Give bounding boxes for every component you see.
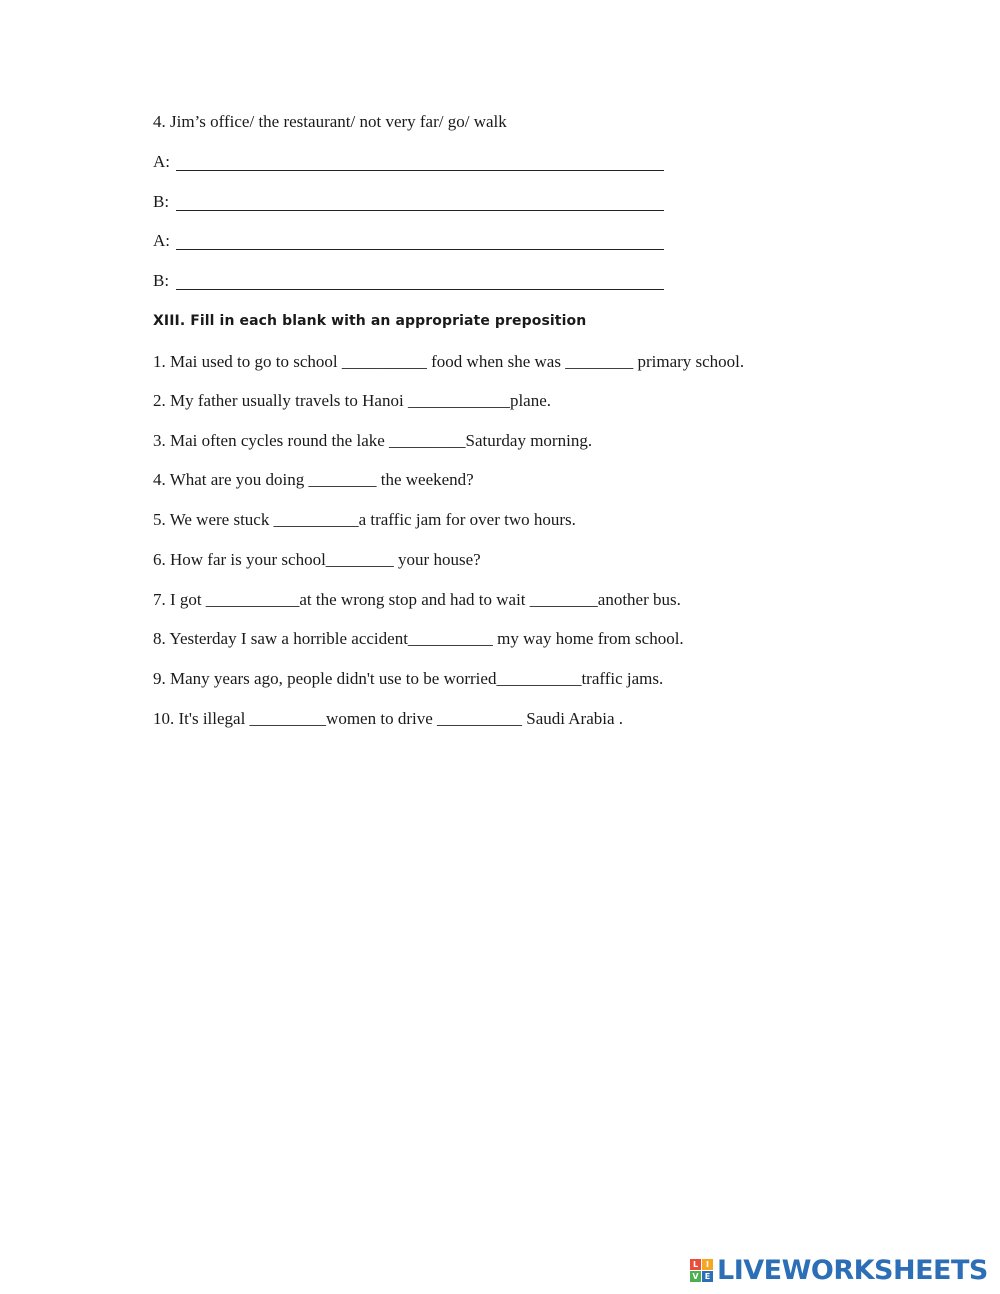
exercise-item: 4. What are you doing ________ the weekend?	[153, 470, 474, 489]
exercise-item: 5. We were stuck __________a traffic jam for over two hours.	[153, 510, 576, 529]
exercise-item: 3. Mai often cycles round the lake _________Saturday morning.	[153, 431, 593, 450]
logo-letter: V	[690, 1271, 701, 1282]
section-title: XIII. Fill in each blank with an appropriate preposition	[153, 313, 587, 329]
logo-letter: L	[690, 1259, 701, 1270]
answer-line[interactable]	[176, 249, 664, 250]
exercise-item: 7. I got ___________at the wrong stop and had to wait ________another bus.	[153, 590, 681, 609]
answer-line[interactable]	[176, 289, 664, 290]
dialogue-speaker-a2: A:	[153, 231, 170, 250]
exercise-item: 6. How far is your school________ your house?	[153, 550, 481, 569]
logo-letter: E	[702, 1271, 713, 1282]
logo-letter: I	[702, 1259, 713, 1270]
answer-line[interactable]	[176, 170, 664, 171]
exercise-item: 9. Many years ago, people didn't use to be worried__________traffic jams.	[153, 669, 664, 688]
dialogue-speaker-b2: B:	[153, 271, 170, 290]
dialogue-speaker-b1: B:	[153, 192, 170, 211]
exercise-item: 2. My father usually travels to Hanoi ____________plane.	[153, 391, 552, 410]
liveworksheets-logo	[690, 1255, 988, 1285]
exercise-item: 1. Mai used to go to school __________ food when she was ________ primary school.	[153, 352, 745, 371]
answer-line[interactable]	[176, 210, 664, 211]
dialogue-speaker-a1: A:	[153, 152, 170, 171]
exercise-item: 10. It's illegal _________women to drive __________ Saudi Arabia .	[153, 709, 624, 728]
dialogue-cue: 4. Jim’s office/ the restaurant/ not very far/ go/ walk	[153, 112, 507, 131]
logo-text: LIVEWORKSHEETS	[717, 1254, 988, 1286]
logo-mark-icon	[690, 1259, 713, 1282]
exercise-item: 8. Yesterday I saw a horrible accident__________ my way home from school.	[153, 629, 684, 648]
